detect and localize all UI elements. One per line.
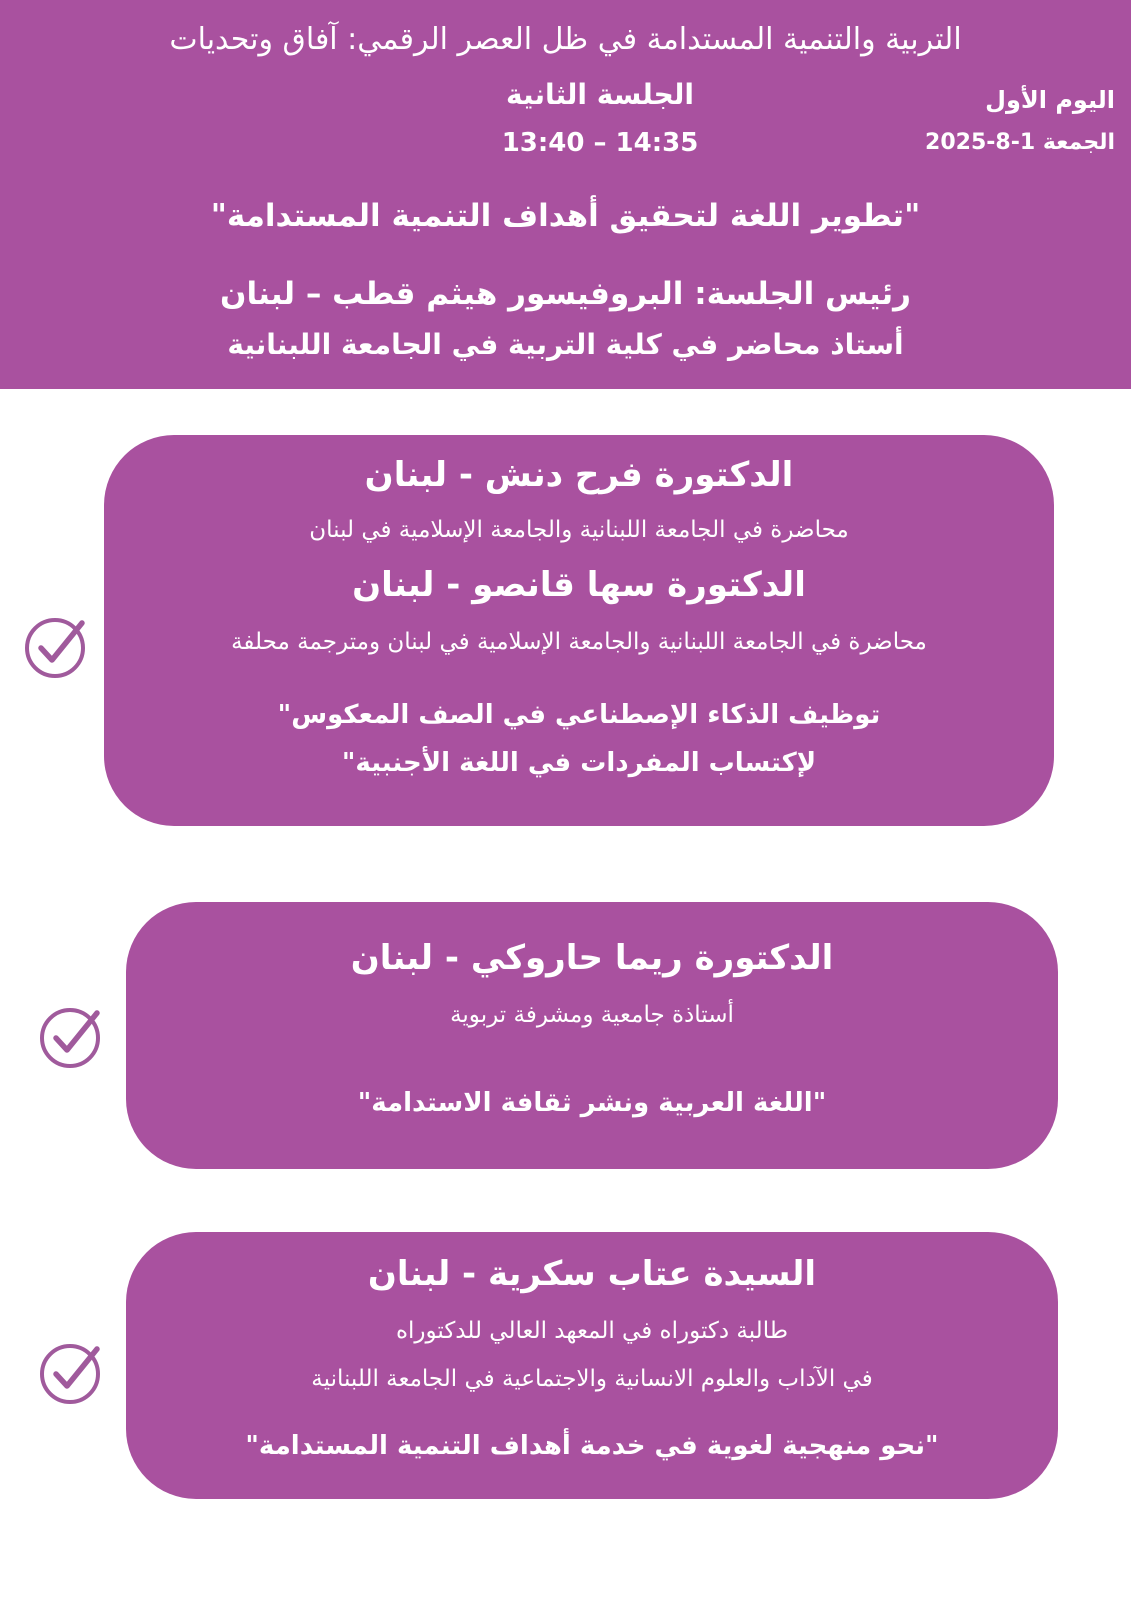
check-circle-icon: [39, 1003, 105, 1069]
session-label: الجلسة الثانية: [506, 78, 694, 111]
speaker-role: أستاذة جامعية ومشرفة تربوية: [450, 1002, 734, 1028]
speaker-name: الدكتورة ريما حاروكي - لبنان: [350, 938, 834, 978]
presentation-title: "اللغة العربية ونشر ثقافة الاستدامة": [357, 1088, 827, 1118]
check-circle-icon: [39, 1339, 105, 1405]
presentation-card-2: [126, 902, 1058, 1169]
speaker-role: محاضرة في الجامعة اللبنانية والجامعة الإسلامية في لبنان: [309, 517, 849, 543]
presentation-card-1: [104, 435, 1054, 826]
speaker-role: في الآداب والعلوم الانسانية والاجتماعية في الجامعة اللبنانية: [311, 1366, 873, 1392]
speaker-name: السيدة عتاب سكرية - لبنان: [367, 1254, 817, 1294]
header-banner: [0, 0, 1131, 389]
presentation-title: توظيف الذكاء الإصطناعي في الصف المعكوس": [277, 700, 881, 730]
conference-title: التربية والتنمية المستدامة في ظل العصر الرقمي: آفاق وتحديات: [169, 22, 962, 57]
day-label: اليوم الأول: [985, 86, 1115, 114]
chair-title: أستاذ محاضر في كلية التربية في الجامعة اللبنانية: [227, 328, 904, 361]
session-chair: رئيس الجلسة: البروفيسور هيثم قطب – لبنان: [220, 276, 911, 312]
presentation-card-3: [126, 1232, 1058, 1499]
speaker-name: الدكتورة فرح دنش - لبنان: [364, 455, 794, 495]
check-circle-icon: [24, 613, 90, 679]
speaker-name: الدكتورة سها قانصو - لبنان: [352, 565, 806, 605]
speaker-role: طالبة دكتوراه في المعهد العالي للدكتوراه: [395, 1318, 789, 1344]
session-time: 13:40 – 14:35: [501, 128, 699, 158]
speaker-role: محاضرة في الجامعة اللبنانية والجامعة الإسلامية في لبنان ومترجمة محلفة: [231, 629, 927, 655]
session-theme: "تطوير اللغة لتحقيق أهداف التنمية المستدامة": [210, 198, 921, 234]
presentation-title: لإكتساب المفردات في اللغة الأجنبية": [341, 748, 817, 778]
presentation-title: "نحو منهجية لغوية في خدمة أهداف التنمية المستدامة": [245, 1431, 939, 1461]
day-date: الجمعة 1-8-2025: [925, 130, 1115, 155]
